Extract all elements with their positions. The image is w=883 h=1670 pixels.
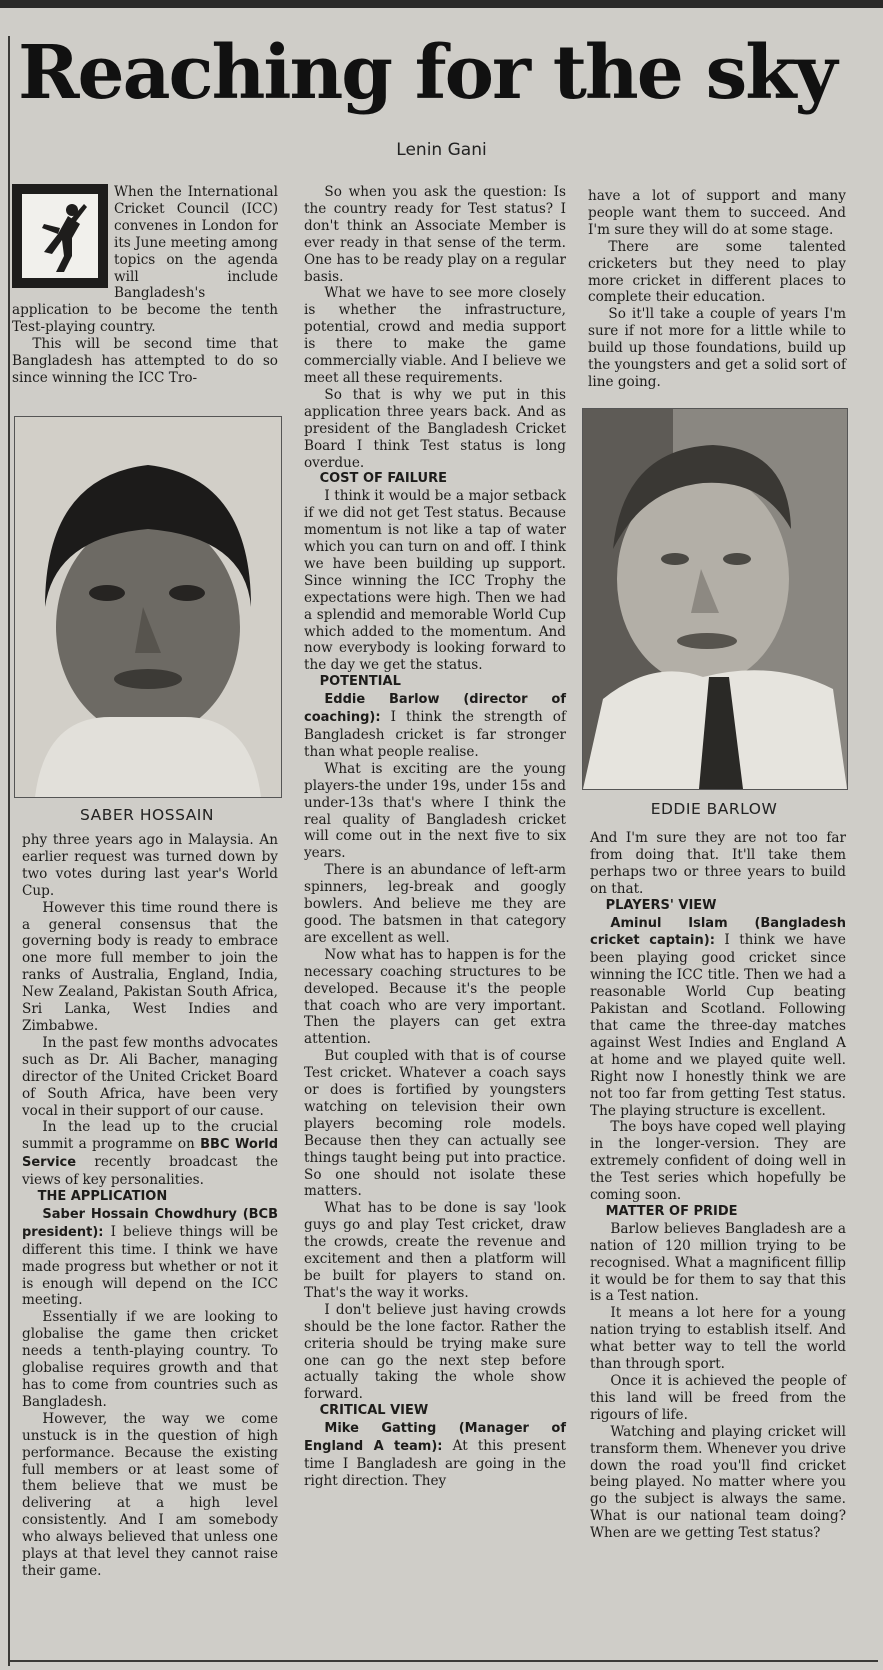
- column-3-top: [588, 188, 846, 391]
- paragraph: Eddie Barlow (director of coaching): I think the strength of Bangladesh cricket is far stronger than what people realise.: [304, 692, 566, 760]
- paragraph: So it'll take a couple of years I'm sure if not more for a little while to build up those foundations, build up the youngsters and get a solid sort of line going.: [588, 306, 846, 390]
- paragraph: I don't believe just having crowds should be the lone factor. Rather the criteria should be trying make sure one can go the next step before actually taking the whole show forward.: [304, 1301, 566, 1403]
- column-1-bottom: [22, 832, 278, 1580]
- paragraph: The boys have coped well playing in the longer-version. They are extremely confident of doing well in the Test series which hopefully be coming soon.: [590, 1119, 846, 1204]
- subheading-matter-of-pride: MATTER OF PRIDE: [605, 1203, 738, 1219]
- byline: Lenin Gani: [396, 140, 487, 160]
- column-3-bottom: [590, 830, 846, 1542]
- paragraph: However, the way we come unstuck is in the question of high performance. Because the existing full members or at least some of them believe that we must be delivering at a high level consistently. And I am somebody who always believed that unless one plays at that level they cannot raise their game.: [22, 1410, 278, 1579]
- headline: Reaching for the sky: [18, 30, 836, 116]
- subheading-potential: POTENTIAL: [319, 674, 401, 690]
- paragraph: Barlow believes Bangladesh are a nation of 120 million trying to be recognised. What a magnificent fillip it would be for them to say that this is a Test nation.: [590, 1220, 846, 1305]
- saber-hossain-photo: [14, 416, 282, 798]
- paragraph: There are some talented cricketers but they need to play more cricket in different places to complete their education.: [588, 238, 846, 306]
- subheading-cost-of-failure: COST OF FAILURE: [319, 471, 447, 487]
- paragraph: Mike Gatting (Manager of England A team): At this present time I Bangladesh are going in the right direction. They: [304, 1421, 566, 1489]
- paragraph: So when you ask the question: Is the country ready for Test status? I don't think an Associate Member is ever ready in that sense of the term. One has to be ready play on a regular basis.: [304, 184, 566, 285]
- top-border: [0, 0, 883, 8]
- paragraph: So that is why we put in this application three years back. And as president of the Bangladesh Cricket Board I think Test status is long overdue.: [304, 386, 566, 471]
- subheading-players-view: PLAYERS' VIEW: [605, 897, 717, 913]
- paragraph: In the past few months advocates such as Dr. Ali Bacher, managing director of the United Cricket Board of South Africa, have been very vocal in their support of our cause.: [22, 1034, 278, 1119]
- paragraph: Once it is achieved the people of this land will be freed from the rigours of life.: [590, 1373, 846, 1423]
- paragraph: Saber Hossain Chowdhury (BCB president): I believe things will be different this time. I think we have made progress but whether or not it is enough will depend on the ICC meeting.: [22, 1206, 278, 1309]
- paragraph: It means a lot here for a young nation trying to establish itself. And what better way to tell the world than through sport.: [590, 1305, 846, 1373]
- paragraph: phy three years ago in Malaysia. An earlier request was turned down by two votes during last year's World Cup.: [22, 832, 278, 899]
- left-rule: [8, 36, 10, 1666]
- eddie-barlow-photo: [582, 408, 848, 790]
- paragraph: What has to be done is say 'look guys go and play Test cricket, draw the crowds, create the revenue and excitement and then a platform will be built for players to stand on. That's the way it works.: [304, 1200, 566, 1301]
- paragraph: What we have to see more closely is whether the infrastructure, potential, crowd and media support is there to make the game commercially viable. And I believe we meet all these requirements.: [304, 285, 566, 386]
- subheading-critical-view: CRITICAL VIEW: [319, 1403, 429, 1419]
- paragraph: This will be second time that Bangladesh has attempted to do so since winning the ICC Tro-: [12, 336, 278, 386]
- paragraph: In the lead up to the crucial summit a programme on BBC World Service recently broadcast the views of key personalities.: [22, 1119, 278, 1189]
- paragraph: Now what has to happen is for the necessary coaching structures to be developed. Because it's the people that coach who are very important. Then the players can get extra attention.: [304, 946, 566, 1048]
- paragraph: Essentially if we are looking to globalise the game then cricket needs a tenth-playing country. To globalise requires growth and that has to come from countries such as Bangladesh.: [22, 1309, 278, 1410]
- column-2: [304, 184, 566, 1490]
- paragraph: Aminul Islam (Bangladesh cricket captain): I think we have been playing good cricket since winning the ICC title. Then we had a reasonable World Cup beating Pakistan and Scotland. Following that came the three-day matches against West Indies and England A at home and we played quite well. Right now I honestly think we are not too far from getting Test status. The playing structure is excellent.: [590, 915, 846, 1119]
- paragraph: Watching and playing cricket will transform them. Whenever you drive down the road you'll find cricket being played. No matter where you go the subject is always the same. What is our national team doing? When are we getting Test status?: [590, 1423, 846, 1542]
- bottom-rule: [8, 1660, 878, 1662]
- paragraph: I think it would be a major setback if we did not get Test status. Because momentum is not like a tap of water which you can turn on and off. I think we have been building up support. Since winning the ICC Trophy the expectations were high. Then we had a splendid and memorable World Cup which added to the momentum. And now everybody is looking forward to the day we get the status.: [304, 488, 566, 674]
- saber-hossain-caption: SABER HOSSAIN: [80, 806, 214, 824]
- paragraph: have a lot of support and many people want them to succeed. And I'm sure they will do at some stage.: [588, 188, 846, 238]
- column-1-top: [12, 184, 278, 387]
- paragraph: When the International Cricket Council (ICC) convenes in London for its June meeting among topics on the agenda will include Bangladesh's application to be become the tenth Test-playing country.: [12, 184, 278, 336]
- cricket-player-icon: [12, 184, 108, 288]
- paragraph: But coupled with that is of course Test cricket. Whatever a coach says or does is fortified by youngsters watching on television their own players becoming role models. Because then they can actually see things taught being put into practice. So one should not isolate these matters.: [304, 1048, 566, 1200]
- paragraph: What is exciting are the young players-the under 19s, under 15s and under-13s that's where I think the real quality of Bangladesh cricket will come out in the next five to six years.: [304, 760, 566, 862]
- subheading-application: THE APPLICATION: [37, 1189, 168, 1205]
- eddie-barlow-caption: EDDIE BARLOW: [650, 800, 778, 818]
- paragraph: However this time round there is a general consensus that the governing body is ready to embrace one more full member to join the ranks of Australia, England, India, New Zealand, Pakistan South Africa, Sri Lanka, West Indies and Zimbabwe.: [22, 899, 278, 1034]
- paragraph: There is an abundance of left-arm spinners, leg-break and googly bowlers. And believe me they are good. The batsmen in that category are excellent as well.: [304, 862, 566, 946]
- paragraph: And I'm sure they are not too far from doing that. It'll take them perhaps two or three years to build on that.: [590, 830, 846, 897]
